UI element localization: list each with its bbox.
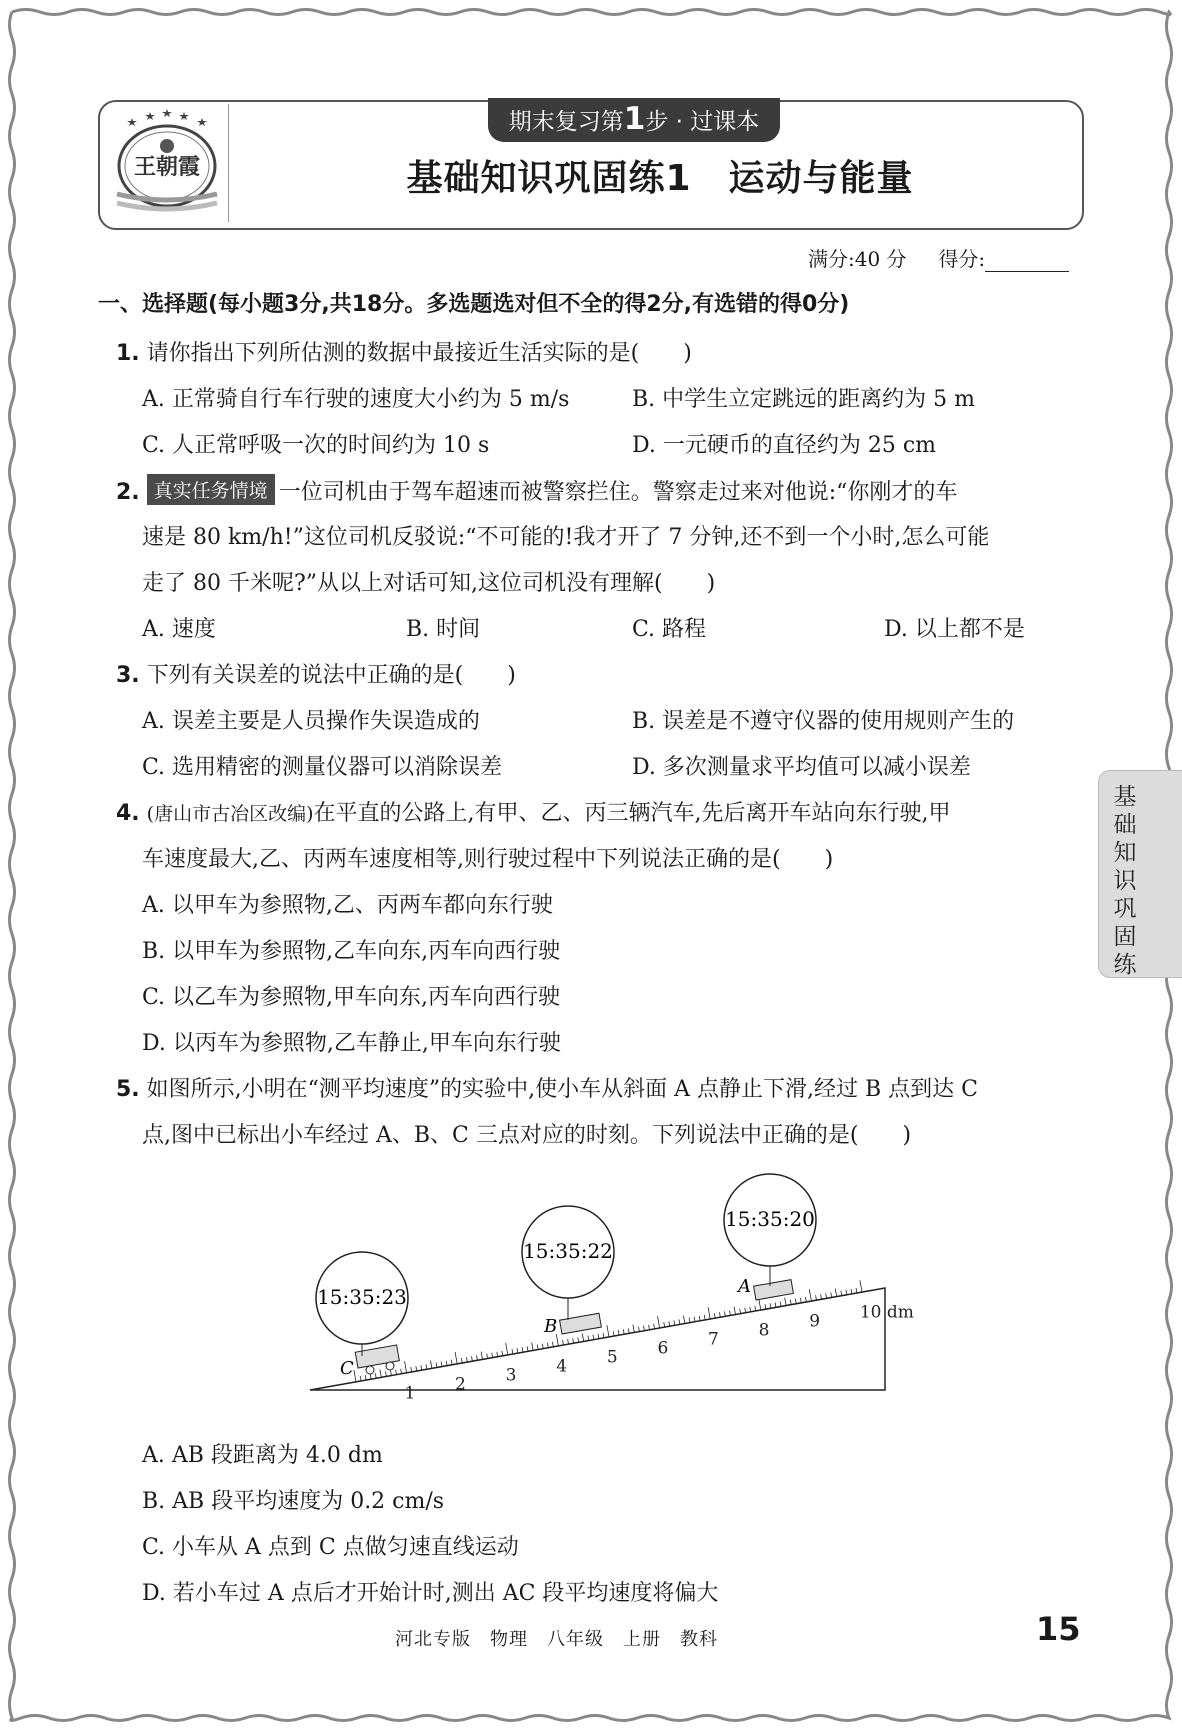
task-context-tag: 真实任务情境 (147, 474, 275, 505)
ruler-tick (750, 1307, 751, 1312)
ruler-tick (684, 1316, 685, 1324)
ruler-tick (730, 1310, 731, 1315)
question-text: 请你指出下列所估测的数据中最接近生活实际的是( ) (146, 341, 692, 366)
question-text: 如图所示,小明在“测平均速度”的实验中,使小车从斜面 A 点静止下滑,经过 B 点到达 C (146, 1077, 979, 1102)
ruler-tick (613, 1331, 614, 1336)
ruler-tick-label: 10 dm (859, 1302, 914, 1323)
ruler-tick (512, 1349, 513, 1354)
incline-figure (300, 1170, 914, 1430)
ruler-tick (821, 1294, 822, 1299)
ruler-tick (679, 1319, 680, 1324)
ruler-tick (506, 1343, 508, 1355)
question-4-line-2: 车速度最大,乙、丙两车速度相等,则行驶过程中下列说法正确的是( ) (142, 847, 834, 872)
step-banner (488, 98, 780, 142)
ruler-tick (800, 1298, 801, 1303)
ruler-tick (664, 1322, 665, 1327)
ruler-tick (644, 1326, 645, 1331)
ruler-tick (487, 1354, 488, 1359)
option-4a: A. 以甲车为参照物,乙、丙两车都向东行驶 (142, 893, 553, 918)
ruler-tick (370, 1374, 371, 1379)
ruler-tick-label: 8 (758, 1320, 770, 1341)
option-5d: D. 若小车过 A 点后才开始计时,测出 AC 段平均速度将偏大 (142, 1581, 719, 1606)
ruler-tick (618, 1330, 619, 1335)
ruler-tick (436, 1363, 437, 1368)
ruler-tick (466, 1357, 467, 1362)
side-tab-label: 基 础 知 识 巩 固 练 (1113, 784, 1137, 978)
score-label: 得分: (938, 247, 986, 271)
ruler-tick (765, 1304, 766, 1309)
ruler-tick (835, 1289, 836, 1297)
question-text: 下列有关误差的说法中正确的是( ) (146, 663, 516, 688)
ruler-tick (421, 1365, 422, 1370)
ruler-tick (396, 1370, 397, 1375)
ruler-tick (391, 1371, 392, 1376)
question-number: 3. (116, 663, 140, 688)
ruler-tick (603, 1333, 604, 1338)
ruler-tick (846, 1290, 847, 1295)
option-2b: B. 时间 (406, 617, 481, 642)
option-5a: A. AB 段距离为 4.0 dm (142, 1443, 383, 1468)
clock-a-time: 15:35:20 (725, 1207, 815, 1231)
ruler-tick (755, 1306, 756, 1311)
ruler-tick (527, 1346, 528, 1351)
option-1b: B. 中学生立定跳远的距离约为 5 m (632, 387, 975, 412)
option-1a: A. 正常骑自行车行驶的速度大小约为 5 m/s (142, 387, 570, 412)
page-number: 15 (1036, 1610, 1081, 1648)
question-2-line-3: 走了 80 千米呢?”从以上对话可知,这位司机没有理解( ) (142, 571, 716, 596)
ruler-tick (446, 1361, 447, 1366)
ruler-tick (689, 1318, 690, 1323)
ruler-tick (593, 1335, 594, 1340)
clock-c-time: 15:35:23 (317, 1285, 407, 1309)
ruler-tick (588, 1336, 589, 1341)
ruler-tick-label: 1 (404, 1383, 416, 1404)
question-5-line-2: 点,图中已标出小车经过 A、B、C 三点对应的时刻。下列说法中正确的是( ) (142, 1123, 912, 1148)
option-2a: A. 速度 (142, 617, 216, 642)
side-tab (1098, 770, 1182, 978)
ruler-tick (455, 1352, 457, 1364)
ruler-tick (826, 1293, 827, 1298)
ruler-tick (461, 1358, 462, 1363)
step-label-post: 步 · 过课本 (645, 109, 760, 135)
ruler-tick (380, 1369, 381, 1377)
ruler-tick (451, 1360, 452, 1365)
cart-b (560, 1313, 602, 1334)
header-divider (228, 104, 229, 222)
ruler-tick (568, 1339, 569, 1344)
score-line (808, 243, 1069, 272)
ruler-tick (375, 1373, 376, 1378)
ruler-tick (623, 1329, 624, 1334)
ruler-tick (785, 1298, 786, 1306)
ruler-tick (780, 1302, 781, 1307)
ruler-tick (775, 1302, 776, 1307)
ruler-tick (734, 1307, 735, 1315)
ruler-tick-label: 6 (657, 1338, 669, 1359)
ruler-tick (522, 1347, 523, 1352)
ruler-tick (405, 1361, 407, 1373)
question-text: 在平直的公路上,有甲、乙、丙三辆汽车,先后离开车站向东行驶,甲 (313, 801, 951, 826)
ruler-tick (674, 1320, 675, 1325)
ruler-tick-label: 9 (809, 1311, 821, 1332)
ruler-tick-label: 7 (708, 1329, 719, 1350)
option-4c: C. 以乙车为参照物,甲车向东,丙车向西行驶 (142, 985, 561, 1010)
ruler-tick-label: 4 (556, 1356, 568, 1377)
ruler-tick (658, 1316, 660, 1328)
full-score: 满分:40 分 (808, 247, 907, 271)
ruler-tick (809, 1289, 811, 1301)
ruler-tick (851, 1289, 852, 1294)
option-2d: D. 以上都不是 (884, 617, 1025, 642)
ruler-tick (607, 1325, 609, 1337)
ruler-tick (856, 1288, 857, 1293)
cart-a (754, 1280, 794, 1300)
ruler-tick (365, 1375, 366, 1380)
step-label-pre: 期末复习第 (508, 109, 624, 135)
ruler-tick (598, 1334, 599, 1339)
option-1d: D. 一元硬币的直径约为 25 cm (632, 433, 937, 458)
ruler-tick (708, 1307, 710, 1319)
footer: 河北专版 物理 八年级 上册 教科 (395, 1629, 718, 1650)
ruler-tick (633, 1325, 634, 1333)
question-number: 2. (116, 480, 140, 505)
ruler-tick (770, 1303, 771, 1308)
option-1c: C. 人正常呼吸一次的时间约为 10 s (142, 433, 490, 458)
page-title: 基础知识巩固练1 运动与能量 (406, 158, 914, 199)
ruler-tick (547, 1343, 548, 1348)
question-5 (116, 1072, 978, 1103)
point-c-label: C (340, 1358, 354, 1379)
option-2c: C. 路程 (632, 617, 707, 642)
ruler-tick (816, 1295, 817, 1300)
ruler-tick (431, 1360, 432, 1368)
ruler-tick (472, 1356, 473, 1361)
question-2 (116, 474, 957, 506)
ruler-tick (441, 1362, 442, 1367)
ruler-tick (481, 1352, 482, 1360)
ruler-tick (704, 1315, 705, 1320)
question-4 (116, 796, 950, 827)
ruler-tick (694, 1317, 695, 1322)
ruler-tick (719, 1312, 720, 1317)
ruler-tick (532, 1343, 533, 1351)
ruler-tick (502, 1351, 503, 1356)
question-1 (116, 336, 692, 367)
question-number: 5. (116, 1077, 140, 1102)
ruler-tick (573, 1338, 574, 1343)
point-b-label: B (544, 1316, 558, 1337)
ruler-tick (805, 1297, 806, 1302)
ruler-tick (492, 1353, 493, 1358)
ruler-tick (354, 1370, 356, 1382)
point-a-label: A (738, 1276, 751, 1297)
ruler-tick (759, 1298, 761, 1310)
ruler-tick (795, 1299, 796, 1304)
ruler-tick (638, 1327, 639, 1332)
ruler-tick (542, 1344, 543, 1349)
question-3 (116, 658, 516, 689)
ruler-tick (517, 1348, 518, 1353)
svg-text:王朝霞: 王朝霞 (133, 154, 201, 180)
ruler-tick (563, 1340, 564, 1345)
ruler-tick (416, 1366, 417, 1371)
ruler-tick (745, 1308, 746, 1313)
option-3d: D. 多次测量求平均值可以减小误差 (632, 755, 971, 780)
section-title: 一、选择题(每小题3分,共18分。多选题选对但不全的得2分,有选错的得0分) (98, 292, 850, 317)
ruler-tick (831, 1293, 832, 1298)
ruler-tick (411, 1367, 412, 1372)
brand-logo (112, 106, 222, 220)
option-4b: B. 以甲车为参照物,乙车向东,丙车向西行驶 (142, 939, 561, 964)
score-blank (985, 251, 1069, 272)
option-5b: B. AB 段平均速度为 0.2 cm/s (142, 1489, 445, 1514)
option-3a: A. 误差主要是人员操作失误造成的 (142, 709, 480, 734)
question-number: 1. (116, 341, 140, 366)
step-number: 1 (623, 101, 646, 137)
question-source: (唐山市古冶区改编) (146, 803, 314, 825)
option-5c: C. 小车从 A 点到 C 点做匀速直线运动 (142, 1535, 519, 1560)
ruler-tick (385, 1372, 386, 1377)
question-2-line-2: 速是 80 km/h!”这位司机反驳说:“不可能的!我才开了 7 分钟,还不到一个小时,怎么可能 (142, 525, 990, 550)
question-text: 一位司机由于驾车超速而被警察拦住。警察走过来对他说:“你刚才的车 (278, 480, 958, 505)
option-3b: B. 误差是不遵守仪器的使用规则产生的 (632, 709, 1015, 734)
clock-b-time: 15:35:22 (523, 1239, 613, 1263)
ruler-tick (401, 1369, 402, 1374)
ruler-tick (725, 1311, 726, 1316)
ruler-tick-label: 5 (606, 1347, 618, 1368)
ruler-tick (841, 1291, 842, 1296)
ruler-tick (497, 1352, 498, 1357)
ruler-tick (699, 1316, 700, 1321)
ruler-tick (628, 1328, 629, 1333)
ruler-tick (714, 1313, 715, 1318)
ruler-tick (740, 1309, 741, 1314)
ruler-tick (790, 1300, 791, 1305)
ruler-tick (552, 1342, 553, 1347)
ruler-tick (537, 1345, 538, 1350)
option-3c: C. 选用精密的测量仪器可以消除误差 (142, 755, 503, 780)
ruler-tick (649, 1325, 650, 1330)
ruler-tick (654, 1324, 655, 1329)
ruler-tick-label: 2 (455, 1374, 466, 1395)
ruler-tick (578, 1337, 579, 1342)
option-4d: D. 以丙车为参照物,乙车静止,甲车向东行驶 (142, 1031, 561, 1056)
ruler-tick (360, 1376, 361, 1381)
ruler-tick (477, 1355, 478, 1360)
ruler-tick (669, 1321, 670, 1326)
ruler-tick (582, 1334, 583, 1342)
ruler-tick-label: 3 (505, 1365, 517, 1386)
question-number: 4. (116, 801, 140, 826)
ruler-tick (860, 1280, 862, 1292)
ruler-tick (426, 1364, 427, 1369)
